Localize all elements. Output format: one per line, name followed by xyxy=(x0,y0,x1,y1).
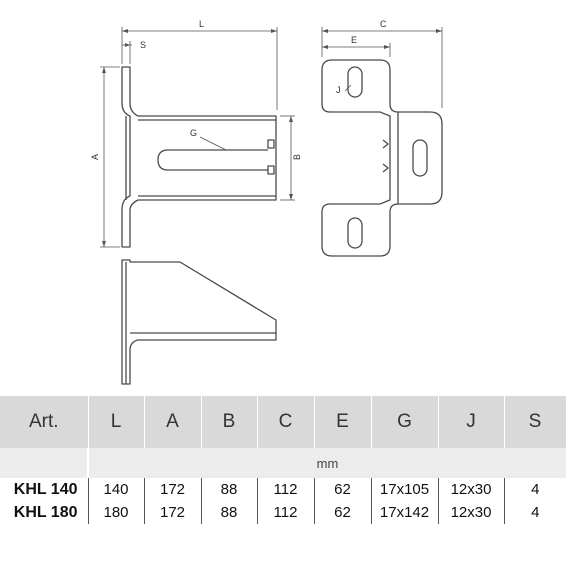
table-row xyxy=(0,501,566,524)
header-g: G xyxy=(371,396,438,448)
unit-blank-cell xyxy=(0,448,88,478)
header-e: E xyxy=(314,396,371,448)
header-art: Art. xyxy=(0,396,88,448)
header-b: B xyxy=(201,396,257,448)
dim-label-l: L xyxy=(199,19,205,29)
dim-label-g: G xyxy=(190,128,198,138)
table-cell: 17x105 xyxy=(371,478,438,501)
dim-label-j: J xyxy=(336,85,341,95)
table-cell: 12x30 xyxy=(438,478,504,501)
table-cell: 4 xyxy=(504,501,566,524)
table-cell: 112 xyxy=(257,501,314,524)
header-c: C xyxy=(257,396,314,448)
article-cell: KHL 140 xyxy=(13,480,78,498)
table-cell: 140 xyxy=(88,478,144,501)
table-cell: 180 xyxy=(88,501,144,524)
table-cell: 4 xyxy=(504,478,566,501)
table-cell: 172 xyxy=(144,501,201,524)
table-row xyxy=(0,478,566,501)
dim-label-a: A xyxy=(90,153,100,160)
table-cell: 62 xyxy=(314,501,371,524)
header-row xyxy=(0,396,566,448)
table-cell: 172 xyxy=(144,478,201,501)
table-cell: 12x30 xyxy=(438,501,504,524)
dim-label-c: C xyxy=(380,19,387,29)
table-cell: 88 xyxy=(201,501,257,524)
table-cell: 88 xyxy=(201,478,257,501)
header-j: J xyxy=(438,396,504,448)
header-l: L xyxy=(88,396,144,448)
header-s: S xyxy=(504,396,566,448)
header-a: A xyxy=(144,396,201,448)
table-cell: 17x142 xyxy=(371,501,438,524)
specification-table xyxy=(0,396,566,524)
unit-label: mm xyxy=(88,448,566,478)
dim-label-e: E xyxy=(351,35,358,45)
table-cell: 62 xyxy=(314,478,371,501)
dim-label-b: B xyxy=(292,153,302,160)
side-view xyxy=(122,260,276,384)
dim-label-s: S xyxy=(140,40,147,50)
article-cell: KHL 180 xyxy=(13,503,78,521)
table-cell: 112 xyxy=(257,478,314,501)
unit-row xyxy=(0,448,566,478)
front-view xyxy=(122,67,276,247)
